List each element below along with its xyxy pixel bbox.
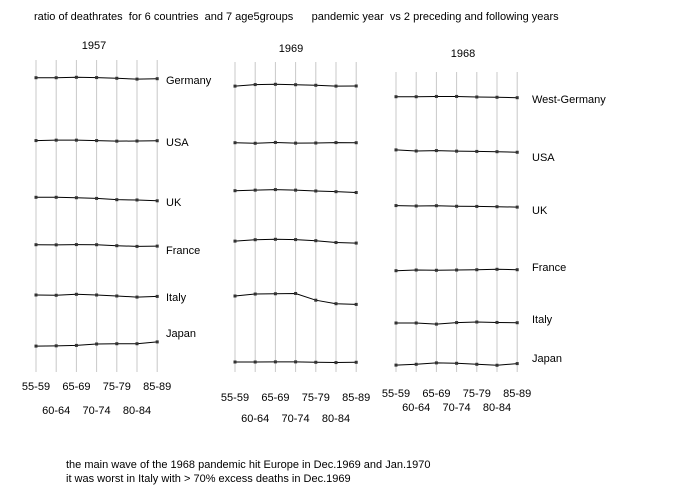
data-point <box>335 302 338 305</box>
data-point <box>516 268 519 271</box>
tick-label: 80-84 <box>482 402 512 414</box>
data-point <box>75 76 78 79</box>
data-point <box>274 83 277 86</box>
data-point <box>156 199 159 202</box>
data-point <box>496 321 499 324</box>
data-point <box>35 196 38 199</box>
data-point <box>415 95 418 98</box>
data-point <box>294 83 297 86</box>
data-point <box>475 268 478 271</box>
data-point <box>136 296 139 299</box>
data-point <box>35 139 38 142</box>
tick-label: 85-89 <box>342 392 371 404</box>
data-point <box>234 361 237 364</box>
tick-label: 55-59 <box>381 388 411 400</box>
footnotes <box>66 458 430 486</box>
series-label-japan: Japan <box>532 353 562 365</box>
data-point <box>395 204 398 207</box>
tick-label: 55-59 <box>220 392 250 404</box>
series-label-france: France <box>166 245 201 257</box>
tick-label: 75-79 <box>462 388 491 400</box>
data-point <box>455 205 458 208</box>
data-point <box>95 139 98 142</box>
data-point <box>274 238 277 241</box>
data-point <box>395 364 398 367</box>
data-point <box>115 77 118 80</box>
tick-label: 65-69 <box>261 392 290 404</box>
panel-title-1969: 1969 <box>278 43 304 55</box>
data-point <box>415 205 418 208</box>
data-point <box>314 299 317 302</box>
data-point <box>274 292 277 295</box>
data-point <box>335 190 338 193</box>
tick-label: 80-84 <box>122 405 152 417</box>
data-point <box>35 76 38 79</box>
data-point <box>55 76 58 79</box>
data-point <box>496 364 499 367</box>
data-point <box>435 149 438 152</box>
series-label-usa: USA <box>166 137 189 149</box>
data-point <box>516 206 519 209</box>
data-point <box>75 196 78 199</box>
data-point <box>55 243 58 246</box>
data-point <box>455 269 458 272</box>
data-point <box>156 295 159 298</box>
data-point <box>355 84 358 87</box>
panel-1969 <box>221 62 370 425</box>
data-point <box>115 342 118 345</box>
data-point <box>156 139 159 142</box>
data-point <box>335 361 338 364</box>
data-point <box>115 294 118 297</box>
data-point <box>55 344 58 347</box>
series-label-france: France <box>532 262 567 274</box>
data-point <box>95 243 98 246</box>
data-point <box>254 361 257 364</box>
data-point <box>35 243 38 246</box>
data-point <box>516 151 519 154</box>
data-point <box>115 244 118 247</box>
data-point <box>395 148 398 151</box>
data-point <box>115 140 118 143</box>
data-point <box>496 150 499 153</box>
footnote-line-1: the main wave of the 1968 pandemic hit Europe in Dec.1969 and Jan.1970 <box>66 459 431 471</box>
data-point <box>415 150 418 153</box>
data-point <box>415 363 418 366</box>
panel-title-1957: 1957 <box>81 40 107 52</box>
data-point <box>335 141 338 144</box>
data-point <box>156 77 159 80</box>
panel-1968 <box>382 72 606 414</box>
data-point <box>274 360 277 363</box>
data-point <box>475 321 478 324</box>
data-point <box>95 294 98 297</box>
data-point <box>294 142 297 145</box>
data-point <box>75 293 78 296</box>
data-point <box>415 322 418 325</box>
panel-title-1968: 1968 <box>450 48 476 60</box>
data-point <box>75 243 78 246</box>
tick-label: 65-69 <box>422 388 451 400</box>
series-label-japan: Japan <box>166 328 196 340</box>
data-point <box>156 340 159 343</box>
data-point <box>516 96 519 99</box>
data-point <box>35 345 38 348</box>
data-point <box>415 269 418 272</box>
data-point <box>115 198 118 201</box>
series-label-italy: Italy <box>166 292 187 304</box>
panel-1957 <box>22 60 212 417</box>
tick-label: 85-89 <box>143 381 172 393</box>
data-point <box>55 139 58 142</box>
footnote-line-2: it was worst in Italy with > 70% excess deaths in Dec.1969 <box>66 473 351 485</box>
series-label-uk: UK <box>166 197 182 209</box>
data-point <box>475 205 478 208</box>
data-point <box>136 198 139 201</box>
data-point <box>355 303 358 306</box>
data-point <box>254 189 257 192</box>
data-point <box>314 361 317 364</box>
data-point <box>355 191 358 194</box>
tick-label: 75-79 <box>301 392 330 404</box>
data-point <box>35 294 38 297</box>
data-point <box>496 268 499 271</box>
tick-label: 75-79 <box>102 381 131 393</box>
data-point <box>294 238 297 241</box>
series-label-west-germany: West-Germany <box>532 94 606 106</box>
data-point <box>254 293 257 296</box>
data-point <box>435 361 438 364</box>
data-point <box>234 85 237 88</box>
data-point <box>234 295 237 298</box>
data-point <box>516 321 519 324</box>
tick-label: 85-89 <box>503 388 532 400</box>
data-point <box>435 269 438 272</box>
data-point <box>395 322 398 325</box>
data-point <box>355 361 358 364</box>
data-point <box>136 245 139 248</box>
data-point <box>136 342 139 345</box>
data-point <box>234 189 237 192</box>
data-point <box>395 269 398 272</box>
data-point <box>234 240 237 243</box>
data-point <box>75 139 78 142</box>
data-point <box>455 95 458 98</box>
data-point <box>55 196 58 199</box>
data-point <box>75 344 78 347</box>
tick-label: 60-64 <box>42 405 71 417</box>
tick-label: 55-59 <box>21 381 51 393</box>
data-point <box>95 197 98 200</box>
data-point <box>254 83 257 86</box>
data-point <box>136 140 139 143</box>
data-point <box>55 294 58 297</box>
data-point <box>435 323 438 326</box>
tick-label: 70-74 <box>281 413 310 425</box>
data-point <box>455 150 458 153</box>
tick-label: 70-74 <box>442 402 471 414</box>
data-point <box>294 292 297 295</box>
data-point <box>335 241 338 244</box>
data-point <box>314 189 317 192</box>
series-label-uk: UK <box>532 205 548 217</box>
data-point <box>395 95 398 98</box>
data-point <box>435 95 438 98</box>
data-point <box>234 141 237 144</box>
series-label-germany: Germany <box>166 75 212 87</box>
series-label-usa: USA <box>532 152 555 164</box>
tick-label: 60-64 <box>402 402 431 414</box>
data-point <box>496 96 499 99</box>
data-point <box>475 96 478 99</box>
data-point <box>254 142 257 145</box>
series-label-italy: Italy <box>532 314 553 326</box>
data-point <box>95 76 98 79</box>
data-point <box>516 362 519 365</box>
data-point <box>274 188 277 191</box>
data-point <box>314 84 317 87</box>
data-point <box>294 360 297 363</box>
data-point <box>294 189 297 192</box>
chart-title: ratio of deathrates for 6 countries and 7 age5groups pandemic year vs 2 preceding and following years <box>34 11 559 23</box>
data-point <box>475 150 478 153</box>
data-point <box>355 141 358 144</box>
data-point <box>435 204 438 207</box>
tick-label: 65-69 <box>62 381 91 393</box>
data-point <box>455 362 458 365</box>
data-point <box>496 205 499 208</box>
data-point <box>156 245 159 248</box>
data-point <box>314 142 317 145</box>
data-point <box>254 238 257 241</box>
data-point <box>335 85 338 88</box>
data-point <box>455 321 458 324</box>
data-point <box>314 239 317 242</box>
data-point <box>136 78 139 81</box>
data-point <box>274 141 277 144</box>
data-point <box>355 242 358 245</box>
tick-label: 60-64 <box>241 413 270 425</box>
tick-label: 70-74 <box>82 405 111 417</box>
data-point <box>475 363 478 366</box>
tick-label: 80-84 <box>321 413 351 425</box>
data-point <box>95 343 98 346</box>
